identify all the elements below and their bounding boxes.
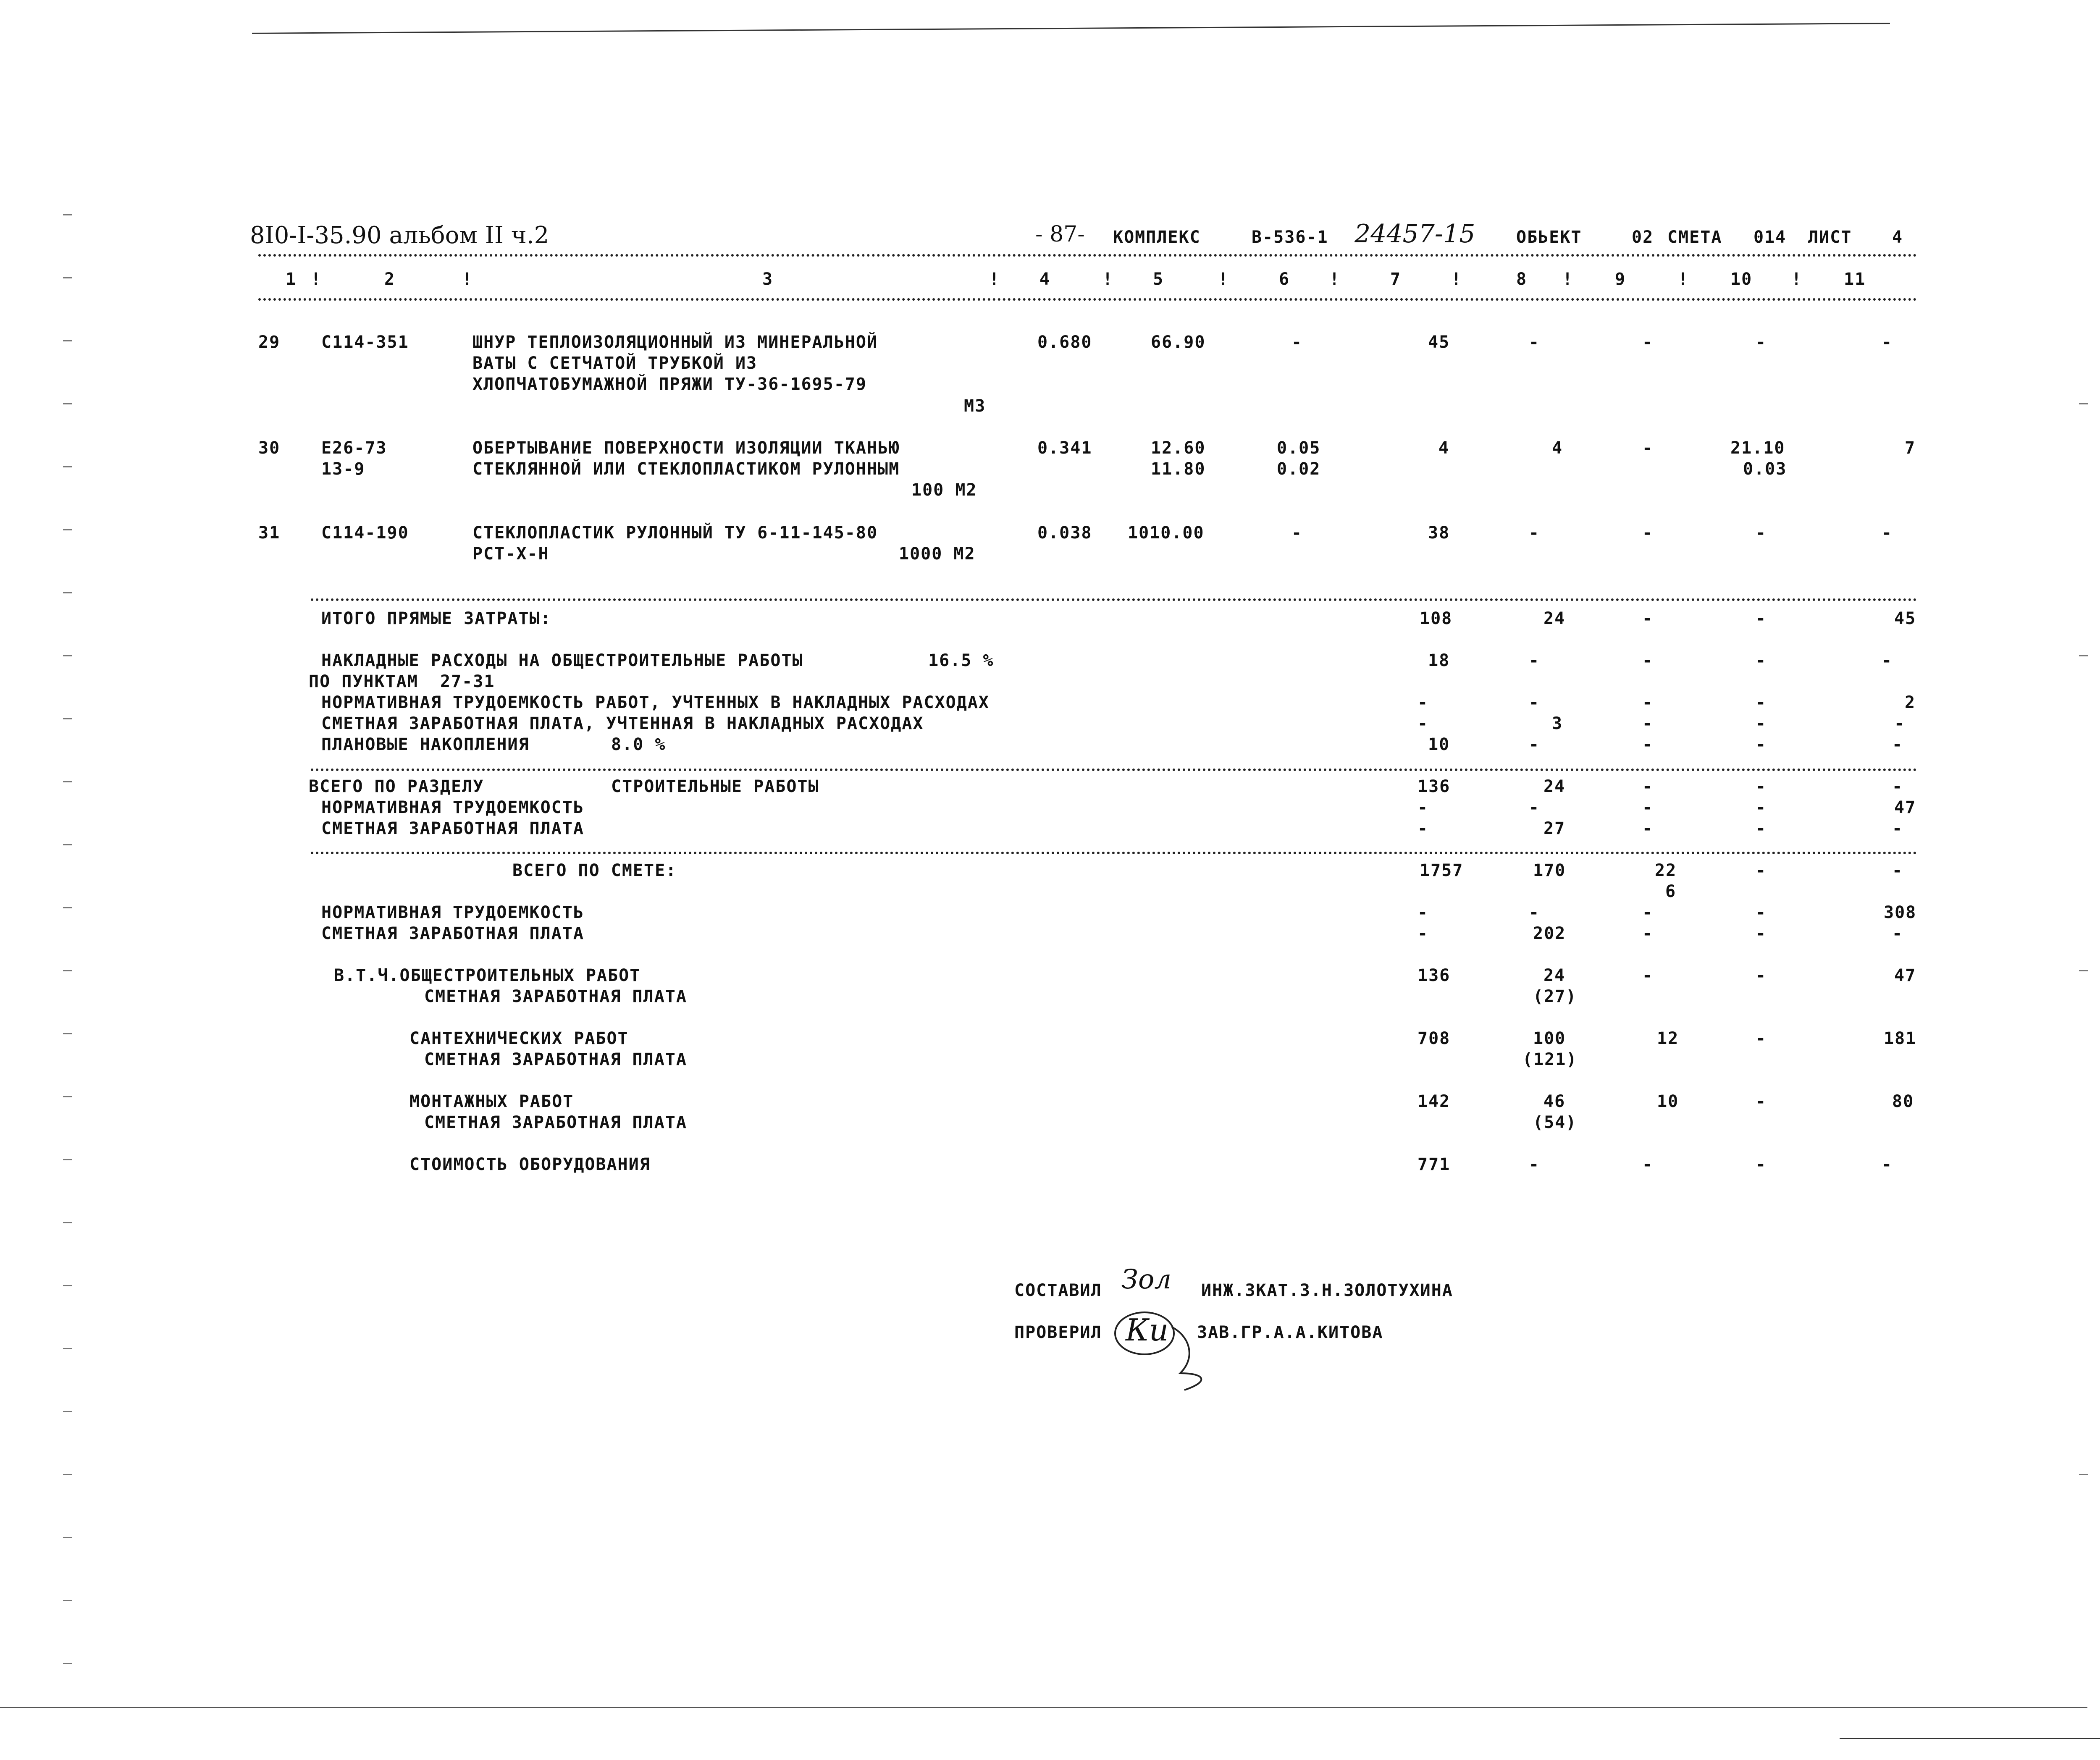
row-number: 30	[258, 438, 281, 458]
cell-c8: -	[1529, 735, 1540, 754]
object-label: ОБЬЕКТ	[1516, 228, 1582, 247]
cell-c10-second: 0.03	[1743, 459, 1787, 479]
cell-c10: -	[1756, 966, 1767, 985]
summary-label: НАКЛАДНЫЕ РАСХОДЫ НА ОБЩЕСТРОИТЕЛЬНЫЕ РАБОТЫ	[321, 651, 803, 670]
cell-c9: 22	[1655, 861, 1677, 880]
row-code-2: 13-9	[321, 459, 365, 479]
cell-c4: 0.680	[1037, 333, 1092, 352]
row-unit: М3	[964, 396, 986, 416]
col-header-10: 10	[1730, 270, 1753, 289]
cell-c8: 24	[1544, 777, 1566, 796]
cell-c9: -	[1642, 924, 1654, 943]
cell-c10: -	[1756, 924, 1767, 943]
object-number: 02	[1632, 228, 1654, 247]
cell-c7: -	[1418, 819, 1429, 838]
cell-c9: -	[1642, 1155, 1654, 1174]
cell-c9: -	[1642, 966, 1654, 985]
cell-c8: 27	[1544, 819, 1566, 838]
cell-c8: 24	[1544, 966, 1566, 985]
page-number: - 87-	[1035, 222, 1085, 247]
col-header-4: 4	[1040, 270, 1051, 289]
cell-c10: -	[1756, 861, 1767, 880]
header-rule-top	[258, 254, 1917, 257]
sostavil-signature: Зол	[1121, 1264, 1172, 1295]
cell-c11: 80	[1892, 1092, 1914, 1111]
summary-label: СМЕТНАЯ ЗАРАБОТНАЯ ПЛАТА	[321, 819, 584, 838]
bottom-border-line	[0, 1707, 2087, 1708]
col-sep: !	[1791, 270, 1803, 289]
col-header-8: 8	[1516, 270, 1528, 289]
summary-label: НОРМАТИВНАЯ ТРУДОЕМКОСТЬ	[321, 903, 584, 922]
album-title: 8I0-I-35.90 альбом II ч.2	[250, 222, 549, 249]
cell-c10: -	[1756, 1155, 1767, 1174]
cell-c9: -	[1642, 333, 1654, 352]
proveril-label: ПРОВЕРИЛ	[1014, 1323, 1102, 1342]
section-rule	[311, 852, 1917, 854]
cell-c6: -	[1292, 523, 1303, 543]
cell-c9: -	[1642, 438, 1654, 458]
cell-c9-second: 6	[1665, 882, 1677, 901]
cell-c8: -	[1529, 1155, 1540, 1174]
proveril-signature: Ки	[1126, 1312, 1169, 1348]
cell-c6-second: 0.02	[1277, 459, 1321, 479]
summary-label: НОРМАТИВНАЯ ТРУДОЕМКОСТЬ	[321, 798, 584, 817]
cell-c5: 66.90	[1151, 333, 1206, 352]
kompleks-label: КОМПЛЕКС	[1113, 228, 1201, 247]
cell-c8: -	[1529, 333, 1540, 352]
summary-label-2: СТРОИТЕЛЬНЫЕ РАБОТЫ	[611, 777, 819, 796]
cell-c8-second: (121)	[1522, 1050, 1578, 1069]
cell-c7: -	[1418, 693, 1429, 712]
cell-c8: -	[1529, 903, 1540, 922]
cell-c7: 142	[1418, 1092, 1451, 1111]
cell-c7: 108	[1420, 609, 1453, 628]
col-header-2: 2	[384, 270, 396, 289]
cell-c5: 1010.00	[1128, 523, 1205, 543]
cell-c4: 0.038	[1037, 523, 1092, 543]
cell-c8: 46	[1544, 1092, 1566, 1111]
cell-c9: -	[1642, 609, 1654, 628]
row-desc-line: ОБЕРТЫВАНИЕ ПОВЕРХНОСТИ ИЗОЛЯЦИИ ТКАНЬЮ	[472, 438, 900, 458]
col-sep: !	[311, 270, 322, 289]
row-unit: 100 М2	[911, 480, 977, 500]
cell-c10: -	[1756, 651, 1767, 670]
cell-c6: -	[1292, 333, 1303, 352]
col-header-9: 9	[1615, 270, 1626, 289]
summary-label-2: СМЕТНАЯ ЗАРАБОТНАЯ ПЛАТА	[424, 987, 687, 1006]
cell-c6: 0.05	[1277, 438, 1321, 458]
cell-c7: 18	[1428, 651, 1450, 670]
cell-c11: 47	[1894, 966, 1916, 985]
cell-c8: 170	[1533, 861, 1566, 880]
cell-c5: 12.60	[1151, 438, 1206, 458]
smeta-label: СМЕТА	[1667, 228, 1722, 247]
row-code: С114-190	[321, 523, 409, 543]
cell-c11: 47	[1894, 798, 1916, 817]
col-sep: !	[1678, 270, 1689, 289]
cell-c7: -	[1418, 924, 1429, 943]
cell-c11: 181	[1884, 1029, 1917, 1048]
row-number: 29	[258, 333, 281, 352]
col-sep: !	[1562, 270, 1574, 289]
cell-c8: 24	[1544, 609, 1566, 628]
cell-c10: -	[1756, 777, 1767, 796]
summary-label-2: СМЕТНАЯ ЗАРАБОТНАЯ ПЛАТА	[424, 1050, 687, 1069]
cell-c8-second: (27)	[1533, 987, 1577, 1006]
cell-c9: -	[1642, 523, 1654, 543]
cell-c10: -	[1756, 1029, 1767, 1048]
section-rule	[311, 598, 1917, 601]
row-code: С114-351	[321, 333, 409, 352]
col-header-6: 6	[1279, 270, 1290, 289]
cell-c10: -	[1756, 819, 1767, 838]
cell-c7: 10	[1428, 735, 1450, 754]
cell-c11: -	[1892, 924, 1903, 943]
cell-c9: -	[1642, 651, 1654, 670]
col-sep: !	[989, 270, 1000, 289]
col-header-1: 1	[286, 270, 297, 289]
summary-label: НОРМАТИВНАЯ ТРУДОЕМКОСТЬ РАБОТ, УЧТЕННЫХ В НАКЛАДНЫХ РАСХОДАХ	[321, 693, 990, 712]
section-rule	[311, 769, 1917, 771]
cell-c8: 202	[1533, 924, 1566, 943]
row-unit: 1000 М2	[899, 544, 976, 564]
cell-c10: -	[1756, 1092, 1767, 1111]
summary-label: ВСЕГО ПО РАЗДЕЛУ	[309, 777, 484, 796]
cell-c4: 0.341	[1037, 438, 1092, 458]
summary-label: ИТОГО ПРЯМЫЕ ЗАТРАТЫ:	[321, 609, 551, 628]
col-sep: !	[462, 270, 473, 289]
summary-label: МОНТАЖНЫХ РАБОТ	[410, 1092, 574, 1111]
cell-c9: -	[1642, 777, 1654, 796]
cell-c7: 1757	[1420, 861, 1464, 880]
cell-c9: -	[1642, 735, 1654, 754]
cell-c9: -	[1642, 693, 1654, 712]
cell-c11: 45	[1894, 609, 1916, 628]
cell-c10: -	[1756, 714, 1767, 733]
bottom-border-line-right	[1840, 1738, 2100, 1739]
col-header-7: 7	[1390, 270, 1402, 289]
cell-c8: 4	[1552, 438, 1563, 458]
cell-c11: -	[1882, 523, 1893, 543]
cell-c7: 45	[1428, 333, 1450, 352]
summary-label: САНТЕХНИЧЕСКИХ РАБОТ	[410, 1029, 629, 1048]
cell-c10: -	[1756, 609, 1767, 628]
cell-c11: -	[1892, 861, 1903, 880]
cell-c11: -	[1892, 735, 1903, 754]
row-desc-line: РСТ-Х-Н	[472, 544, 549, 564]
cell-c8: 100	[1533, 1029, 1566, 1048]
sostavil-label: СОСТАВИЛ	[1014, 1281, 1102, 1300]
summary-percent: 8.0 %	[611, 735, 666, 754]
cell-c9: -	[1642, 714, 1654, 733]
cell-c8: -	[1529, 798, 1540, 817]
sostavil-name: ИНЖ.3КАТ.З.Н.ЗОЛОТУХИНА	[1201, 1281, 1453, 1300]
row-desc-line: ШНУР ТЕПЛОИЗОЛЯЦИОННЫЙ ИЗ МИНЕРАЛЬНОЙ	[472, 333, 878, 352]
cell-c11: -	[1882, 651, 1893, 670]
cell-c7: -	[1418, 798, 1429, 817]
cell-c11: -	[1882, 333, 1893, 352]
cell-c11: 308	[1884, 903, 1917, 922]
cell-c5-second: 11.80	[1151, 459, 1206, 479]
cell-c8: -	[1529, 693, 1540, 712]
col-sep: !	[1329, 270, 1341, 289]
col-header-5: 5	[1153, 270, 1164, 289]
cell-c10: -	[1756, 333, 1767, 352]
cell-c9: -	[1642, 819, 1654, 838]
row-number: 31	[258, 523, 281, 543]
cell-c8: 3	[1552, 714, 1563, 733]
summary-label: ВСЕГО ПО СМЕТЕ:	[512, 861, 677, 880]
cell-c9: -	[1642, 798, 1654, 817]
cell-c11: -	[1892, 819, 1903, 838]
cell-c11: -	[1892, 777, 1903, 796]
col-header-3: 3	[762, 270, 774, 289]
cell-c10: -	[1756, 798, 1767, 817]
summary-label: В.Т.Ч.ОБЩЕСТРОИТЕЛЬНЫХ РАБОТ	[334, 966, 641, 985]
summary-label: СТОИМОСТЬ ОБОРУДОВАНИЯ	[410, 1155, 651, 1174]
cell-c8: -	[1529, 651, 1540, 670]
summary-label: ПЛАНОВЫЕ НАКОПЛЕНИЯ	[321, 735, 530, 754]
cell-c10: -	[1756, 903, 1767, 922]
cell-c7: 4	[1438, 438, 1450, 458]
summary-label: СМЕТНАЯ ЗАРАБОТНАЯ ПЛАТА, УЧТЕННАЯ В НАКЛАДНЫХ РАСХОДАХ	[321, 714, 924, 733]
row-desc-line: ХЛОПЧАТОБУМАЖНОЙ ПРЯЖИ ТУ-36-1695-79	[472, 375, 867, 394]
cell-c10: -	[1756, 523, 1767, 543]
summary-percent: 16.5 %	[928, 651, 994, 670]
cell-c8: -	[1529, 523, 1540, 543]
col-sep: !	[1451, 270, 1462, 289]
kompleks-code: В-536-1	[1252, 228, 1328, 247]
cell-c11: -	[1894, 714, 1906, 733]
cell-c7: 708	[1418, 1029, 1451, 1048]
row-desc-line: СТЕКЛОПЛАСТИК РУЛОННЫЙ ТУ 6-11-145-80	[472, 523, 878, 543]
cell-c7: -	[1418, 903, 1429, 922]
cell-c7: 38	[1428, 523, 1450, 543]
cell-c9: 10	[1657, 1092, 1679, 1111]
cell-c8-second: (54)	[1533, 1113, 1577, 1132]
top-border-line	[252, 23, 1890, 34]
cell-c11: -	[1882, 1155, 1893, 1174]
summary-label-2: СМЕТНАЯ ЗАРАБОТНАЯ ПЛАТА	[424, 1113, 687, 1132]
cell-c7: 771	[1418, 1155, 1451, 1174]
cell-c7: 136	[1418, 777, 1451, 796]
handwritten-code: 24457-15	[1354, 219, 1475, 249]
cell-c11: 7	[1905, 438, 1916, 458]
smeta-number: 014	[1754, 228, 1787, 247]
col-sep: !	[1218, 270, 1229, 289]
cell-c11: 2	[1905, 693, 1916, 712]
list-label: ЛИСТ	[1808, 228, 1852, 247]
cell-c7: 136	[1418, 966, 1451, 985]
cell-c9: 12	[1657, 1029, 1679, 1048]
col-sep: !	[1102, 270, 1114, 289]
row-desc-line: ВАТЫ С СЕТЧАТОЙ ТРУБКОЙ ИЗ	[472, 354, 758, 373]
cell-c10: -	[1756, 693, 1767, 712]
row-desc-line: СТЕКЛЯННОЙ ИЛИ СТЕКЛОПЛАСТИКОМ РУЛОННЫМ	[472, 459, 900, 479]
proveril-name: ЗАВ.ГР.А.А.КИТОВА	[1197, 1323, 1383, 1342]
cell-c7: -	[1418, 714, 1429, 733]
header-rule-bottom	[258, 298, 1917, 301]
row-code: Е26-73	[321, 438, 387, 458]
cell-c10: 21.10	[1730, 438, 1785, 458]
cell-c9: -	[1642, 903, 1654, 922]
summary-label: СМЕТНАЯ ЗАРАБОТНАЯ ПЛАТА	[321, 924, 584, 943]
summary-label-2: ПО ПУНКТАМ 27-31	[309, 672, 495, 691]
cell-c10: -	[1756, 735, 1767, 754]
list-number: 4	[1892, 228, 1903, 247]
col-header-11: 11	[1844, 270, 1866, 289]
